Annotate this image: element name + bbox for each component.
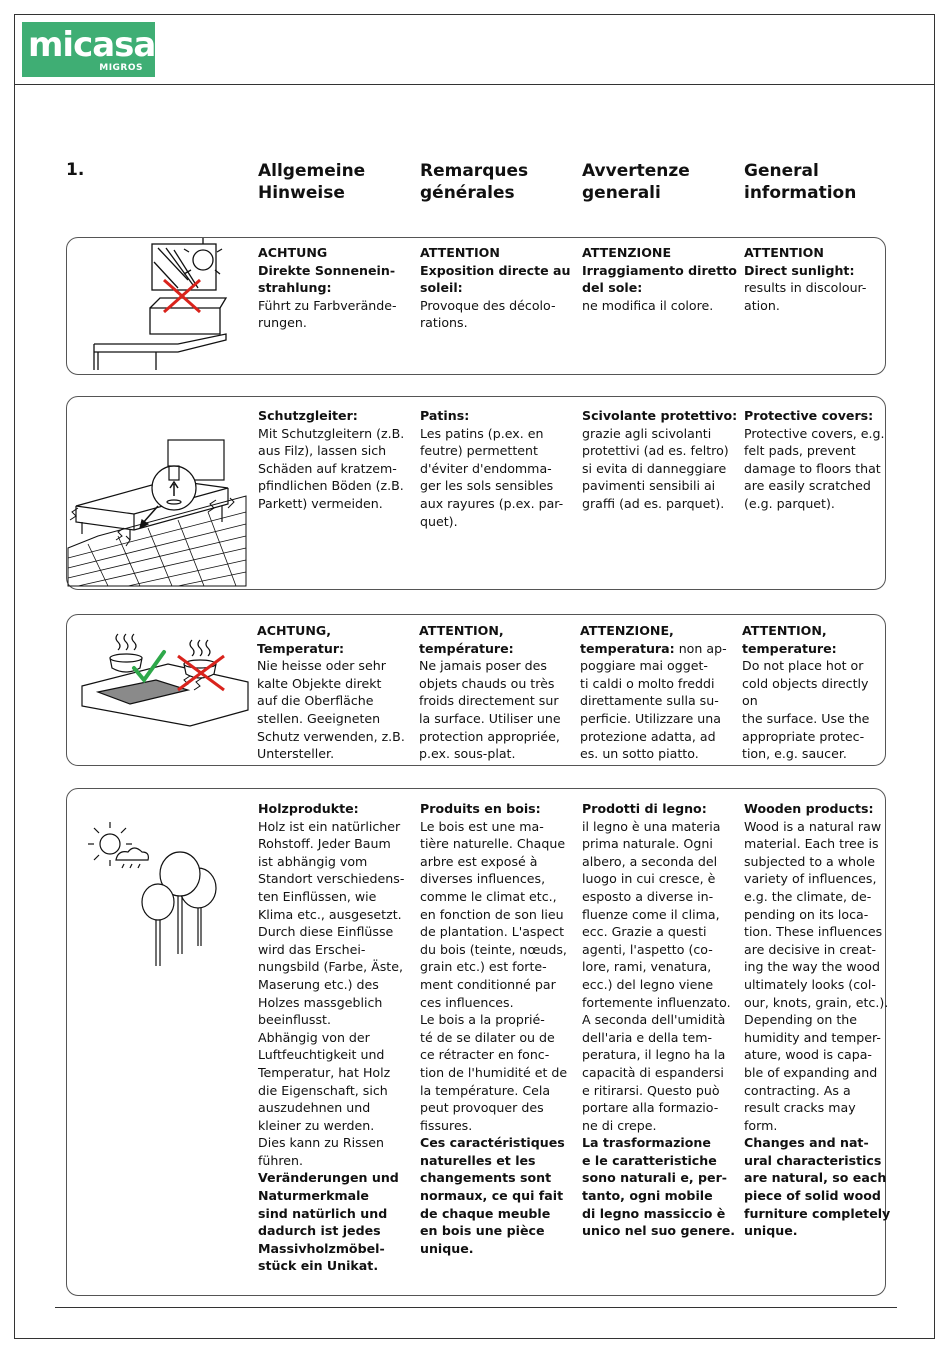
heading-en-line: General	[744, 161, 819, 181]
text-line: poggiare mai ogget-	[580, 658, 708, 674]
text-line: ural characteristics	[744, 1152, 882, 1168]
text-line: A seconda dell'umidità	[582, 1012, 726, 1028]
sunlight-illustration	[88, 240, 248, 372]
text-line: ces influences.	[420, 994, 514, 1010]
text-line: capacità di espandersi	[582, 1064, 724, 1080]
text-line: ce rétracter en fonc-	[420, 1047, 550, 1063]
text-line: Direct sunlight:	[744, 262, 855, 278]
sunlight-text-fr	[420, 244, 580, 332]
heading-de-line: Allgemeine	[258, 161, 366, 181]
text-line: Ne jamais poser des	[419, 658, 547, 674]
text-line: Wooden products:	[744, 801, 874, 816]
text-line: di legno massiccio è	[582, 1205, 726, 1221]
heading-fr-line: Remarques	[420, 161, 529, 181]
temperature-text-fr	[419, 622, 579, 763]
text-line: Nie heisse oder sehr	[257, 658, 386, 674]
heading-en-line: information	[744, 183, 857, 203]
red-cross-icon	[164, 280, 200, 312]
text-line: e.g. the climate, de-	[744, 888, 872, 904]
text-line: wird das Erschei-	[258, 941, 366, 957]
text-line: unique.	[420, 1240, 474, 1256]
text-line: du bois (teinte, nœuds,	[420, 941, 567, 957]
text-line: protezione adatta, ad	[580, 728, 716, 744]
text-line: Holzprodukte:	[258, 801, 359, 816]
text-line: Klima etc., ausgesetzt.	[258, 906, 402, 922]
text-line: perficie. Utilizzare una	[580, 710, 721, 726]
text-line: ble of expanding and	[744, 1064, 878, 1080]
text-line: ti caldi o molto freddi	[580, 675, 715, 691]
text-line: ist abhängig vom	[258, 853, 368, 869]
text-line: Massivholzmöbel-	[258, 1240, 385, 1256]
cloud-icon	[116, 848, 148, 860]
text-line: Naturmerkmale	[258, 1188, 369, 1204]
text-line: appropriate protec-	[742, 728, 865, 744]
text-line: damage to floors that	[744, 460, 881, 476]
heading-fr-line: générales	[420, 183, 515, 203]
text-line: ment conditionné par	[420, 976, 556, 992]
text-line: (e.g. parquet).	[744, 495, 835, 511]
text-line: nungsbild (Farbe, Äste,	[258, 959, 403, 975]
text-line: beeinflusst.	[258, 1012, 331, 1028]
text-line: del sole:	[582, 280, 643, 296]
text-line: feutre) permettent	[420, 443, 538, 459]
covers-illustration	[68, 436, 246, 588]
text-line: grain etc.) est forte-	[420, 959, 547, 975]
text-line: tion. These influences	[744, 924, 883, 940]
text-line: changements sont	[420, 1170, 552, 1186]
temperature-text-de	[257, 622, 417, 763]
text-line: Provoque des décolo-	[420, 297, 556, 313]
text-line: pending on its loca-	[744, 906, 869, 922]
text-line: rations.	[420, 315, 468, 331]
heading-fr	[420, 160, 580, 204]
text-line: tion de l'humidité et de	[420, 1064, 568, 1080]
text-line: Parkett) vermeiden.	[258, 495, 383, 511]
text-line: ultimately looks (col-	[744, 976, 876, 992]
text-line: stellen. Geeigneten	[257, 710, 381, 726]
text-line: tion, e.g. saucer.	[742, 746, 847, 762]
text-line: quet).	[420, 513, 458, 529]
text-line: Untersteller.	[257, 746, 335, 762]
text-line: rungen.	[258, 315, 307, 331]
text-line: la température. Cela	[420, 1082, 551, 1098]
text-line: es. un sotto piatto.	[580, 746, 699, 762]
text-line: ation.	[744, 297, 780, 313]
text-line: normaux, ce qui fait	[420, 1188, 564, 1204]
logo-sub: MIGROS	[99, 63, 143, 73]
text-line: fortemente influenzato.	[582, 994, 731, 1010]
text-line: Le bois est une ma-	[420, 818, 544, 834]
text-line: ten Einflüssen, wie	[258, 888, 377, 904]
text-line: ne di crepe.	[582, 1117, 657, 1133]
text-line: aus Filz), lassen sich	[258, 443, 387, 459]
text-line: contracting. As a	[744, 1082, 851, 1098]
covers-text-en	[744, 407, 904, 513]
text-line: the surface. Use the	[742, 710, 870, 726]
text-line: Do not place hot or	[742, 658, 864, 674]
text-line: ATTENTION,	[742, 623, 827, 638]
text-line: unique.	[744, 1223, 798, 1239]
text-line: température:	[419, 640, 514, 656]
text-line: peut provoquer des	[420, 1100, 544, 1116]
text-line: Veränderungen und	[258, 1170, 399, 1186]
text-line: Holzes massgeblich	[258, 994, 383, 1010]
text-line: ne modifica il colore.	[582, 297, 714, 313]
text-line: Holz ist ein natürlicher	[258, 818, 401, 834]
heading-de	[258, 160, 418, 204]
text-line: our, knots, grain, etc.).	[744, 994, 889, 1010]
heading-it-line: Avvertenze	[582, 161, 690, 181]
text-line: ing the way the wood	[744, 959, 880, 975]
text-line: piece of solid wood	[744, 1188, 881, 1204]
text-line: agenti, l'aspetto (co-	[582, 941, 713, 957]
text-line: ATTENTION	[744, 245, 824, 260]
heading-de-line: Hinweise	[258, 183, 345, 203]
text-line: naturelles et les	[420, 1152, 536, 1168]
text-line: Ces caractéristiques	[420, 1135, 565, 1151]
text-line: il legno è una materia	[582, 818, 721, 834]
text-line: Mit Schutzgleitern (z.B.	[258, 425, 405, 441]
text-line: Schutz verwenden, z.B.	[257, 728, 405, 744]
text-line: Protective covers:	[744, 408, 874, 423]
text-line: Depending on the	[744, 1012, 857, 1028]
text-line: pavimenti sensibili ai	[582, 478, 716, 494]
text-line: result cracks may	[744, 1100, 856, 1116]
text-line: die Eigenschaft, sich	[258, 1082, 388, 1098]
text-line: Rohstoff. Jeder Baum	[258, 836, 391, 852]
text-line: aux rayures (p.ex. par-	[420, 495, 564, 511]
text-line: tière naturelle. Chaque	[420, 836, 566, 852]
header-divider	[14, 84, 935, 85]
wood-text-en	[744, 800, 904, 1240]
text-line: p.ex. sous-plat.	[419, 746, 516, 762]
temperature-text-it	[580, 622, 740, 763]
text-line: objets chauds ou très	[419, 675, 555, 691]
text-line: froids directement sur	[419, 693, 559, 709]
sunlight-text-de	[258, 244, 418, 332]
sun-icon	[193, 250, 213, 270]
section-number: 1.	[66, 160, 85, 180]
text-line: dell'aria e della tem-	[582, 1029, 713, 1045]
text-line: Abhängig von der	[258, 1029, 370, 1045]
text-line: führen.	[258, 1152, 304, 1168]
text-line: stück ein Unikat.	[258, 1258, 379, 1274]
text-line: si evita di danneggiare	[582, 460, 727, 476]
text-line: de chaque meuble	[420, 1205, 551, 1221]
text-line: variety of influences,	[744, 871, 877, 887]
text-line: portare alla formazio-	[582, 1100, 719, 1116]
text-line: strahlung:	[258, 280, 332, 296]
text-line: protettivi (ad es. feltro)	[582, 443, 729, 459]
wood-illustration	[80, 818, 240, 968]
text-line: Direkte Sonnenein-	[258, 262, 396, 278]
text-line: Temperatur, hat Holz	[258, 1064, 391, 1080]
text-line: Wood is a natural raw	[744, 818, 882, 834]
wood-text-it	[582, 800, 742, 1240]
text-line: cold objects directly on	[742, 675, 869, 709]
text-line: fluenze come il clima,	[582, 906, 720, 922]
text-line: Produits en bois:	[420, 801, 541, 816]
text-line: en fonction de son lieu	[420, 906, 564, 922]
text-line: ACHTUNG	[258, 245, 328, 260]
text-line: de plantation. L'aspect	[420, 924, 565, 940]
text-line: ecc. Grazie a questi	[582, 924, 707, 940]
text-line: en bois une pièce	[420, 1223, 545, 1239]
text-line: luogo in cui cresce, è	[582, 871, 716, 887]
text-line: e ritirarsi. Questo può	[582, 1082, 720, 1098]
heading-en	[744, 160, 904, 204]
text-line: prima naturale. Ogni	[582, 836, 713, 852]
text-line: Standort verschiedens-	[258, 871, 405, 887]
text-line: furniture completely	[744, 1205, 891, 1221]
text-line: peratura, il legno ha la	[582, 1047, 726, 1063]
text-line: sono naturali e, per-	[582, 1170, 728, 1186]
text-line: subjected to a whole	[744, 853, 875, 869]
text-line: form.	[744, 1117, 778, 1133]
text-line: direttamente sulla su-	[580, 693, 719, 709]
covers-text-de	[258, 407, 418, 513]
logo-brand: micasa	[28, 25, 156, 65]
text-line: ature, wood is capa-	[744, 1047, 872, 1063]
text-line: la surface. Utiliser une	[419, 710, 561, 726]
text-line: Changes and nat-	[744, 1135, 869, 1151]
text-line: té de se dilater ou de	[420, 1029, 555, 1045]
text-line: ATTENZIONE	[582, 245, 672, 260]
text-line: Luftfeuchtigkeit und	[258, 1047, 385, 1063]
text-line: grazie agli scivolanti	[582, 425, 712, 441]
text-line: albero, a seconda del	[582, 853, 718, 869]
text-line: soleil:	[420, 280, 463, 296]
coaster	[98, 680, 188, 704]
text-line: graffi (ad es. parquet).	[582, 495, 725, 511]
text-line: sind natürlich und	[258, 1205, 388, 1221]
text-line: comme le climat etc.,	[420, 888, 557, 904]
sun-icon	[100, 834, 120, 854]
text-line: are decisive in creat-	[744, 941, 877, 957]
text-line: Maserung etc.) des	[258, 976, 379, 992]
text-line: Protective covers, e.g.	[744, 425, 885, 441]
tree-icon	[142, 884, 174, 920]
text-line: Scivolante protettivo:	[582, 408, 738, 423]
micasa-logo	[22, 22, 155, 77]
text-line: ger les sols sensibles	[420, 478, 554, 494]
text-line: results in discolour-	[744, 280, 867, 296]
text-line: e le caratteristiche	[582, 1152, 717, 1168]
sunlight-text-it	[582, 244, 742, 314]
text-line: are natural, so each	[744, 1170, 887, 1186]
text-line: Les patins (p.ex. en	[420, 425, 544, 441]
text-line: protection appropriée,	[419, 728, 560, 744]
text-line: felt pads, prevent	[744, 443, 856, 459]
text-line: auszudehnen und	[258, 1100, 371, 1116]
text-line: diverses influences,	[420, 871, 546, 887]
text-line: Exposition directe au	[420, 262, 571, 278]
text-line: temperature:	[742, 640, 837, 656]
text-line: arbre est exposé à	[420, 853, 538, 869]
text-line: Führt zu Farbverände-	[258, 297, 397, 313]
text-line: d'éviter d'endomma-	[420, 460, 552, 476]
covers-text-it	[582, 407, 742, 513]
text-line: Patins:	[420, 408, 470, 423]
text-line: lore, rami, venatura,	[582, 959, 712, 975]
text-line: ATTENTION	[420, 245, 500, 260]
text-line: are easily scratched	[744, 478, 871, 494]
text-line: Schäden auf kratzem-	[258, 460, 397, 476]
text-line: Temperatur:	[257, 640, 345, 656]
heading-it	[582, 160, 742, 204]
sunlight-text-en	[744, 244, 904, 314]
text-line: La trasformazione	[582, 1135, 711, 1151]
temperature-text-en	[742, 622, 887, 763]
text-line: Schutzgleiter:	[258, 408, 358, 423]
text-regular: non ap-	[674, 640, 727, 656]
wood-text-fr	[420, 800, 580, 1257]
text-line: kalte Objekte direkt	[257, 675, 382, 691]
text-line: humidity and temper-	[744, 1029, 881, 1045]
text-line: esposto a diverse in-	[582, 888, 714, 904]
text-line: unico nel suo genere.	[582, 1223, 736, 1239]
footer-divider	[55, 1307, 897, 1308]
covers-text-fr	[420, 407, 580, 530]
heading-it-line: generali	[582, 183, 661, 203]
text-line: ATTENTION,	[419, 623, 504, 638]
text-bold: temperatura:	[580, 640, 675, 656]
text-line: ATTENZIONE,	[580, 623, 674, 638]
text-line: dadurch ist jedes	[258, 1223, 381, 1239]
wood-text-de	[258, 800, 418, 1275]
text-line: ACHTUNG,	[257, 623, 332, 638]
text-line: fissures.	[420, 1117, 473, 1133]
text-line: Prodotti di legno:	[582, 801, 707, 816]
text-line: auf die Oberfläche	[257, 693, 374, 709]
text-line: kleiner zu werden.	[258, 1117, 375, 1133]
text-line: material. Each tree is	[744, 836, 879, 852]
text-line: tanto, ogni mobile	[582, 1188, 713, 1204]
text-line: Durch diese Einflüsse	[258, 924, 394, 940]
temperature-illustration	[78, 628, 248, 748]
text-line: Irraggiamento diretto	[582, 262, 737, 278]
text-line: ecc.) del legno viene	[582, 976, 714, 992]
text-line: pfindlichen Böden (z.B.	[258, 478, 404, 494]
text-line	[580, 640, 740, 658]
text-line: Dies kann zu Rissen	[258, 1135, 384, 1151]
text-line: Le bois a la proprié-	[420, 1012, 545, 1028]
